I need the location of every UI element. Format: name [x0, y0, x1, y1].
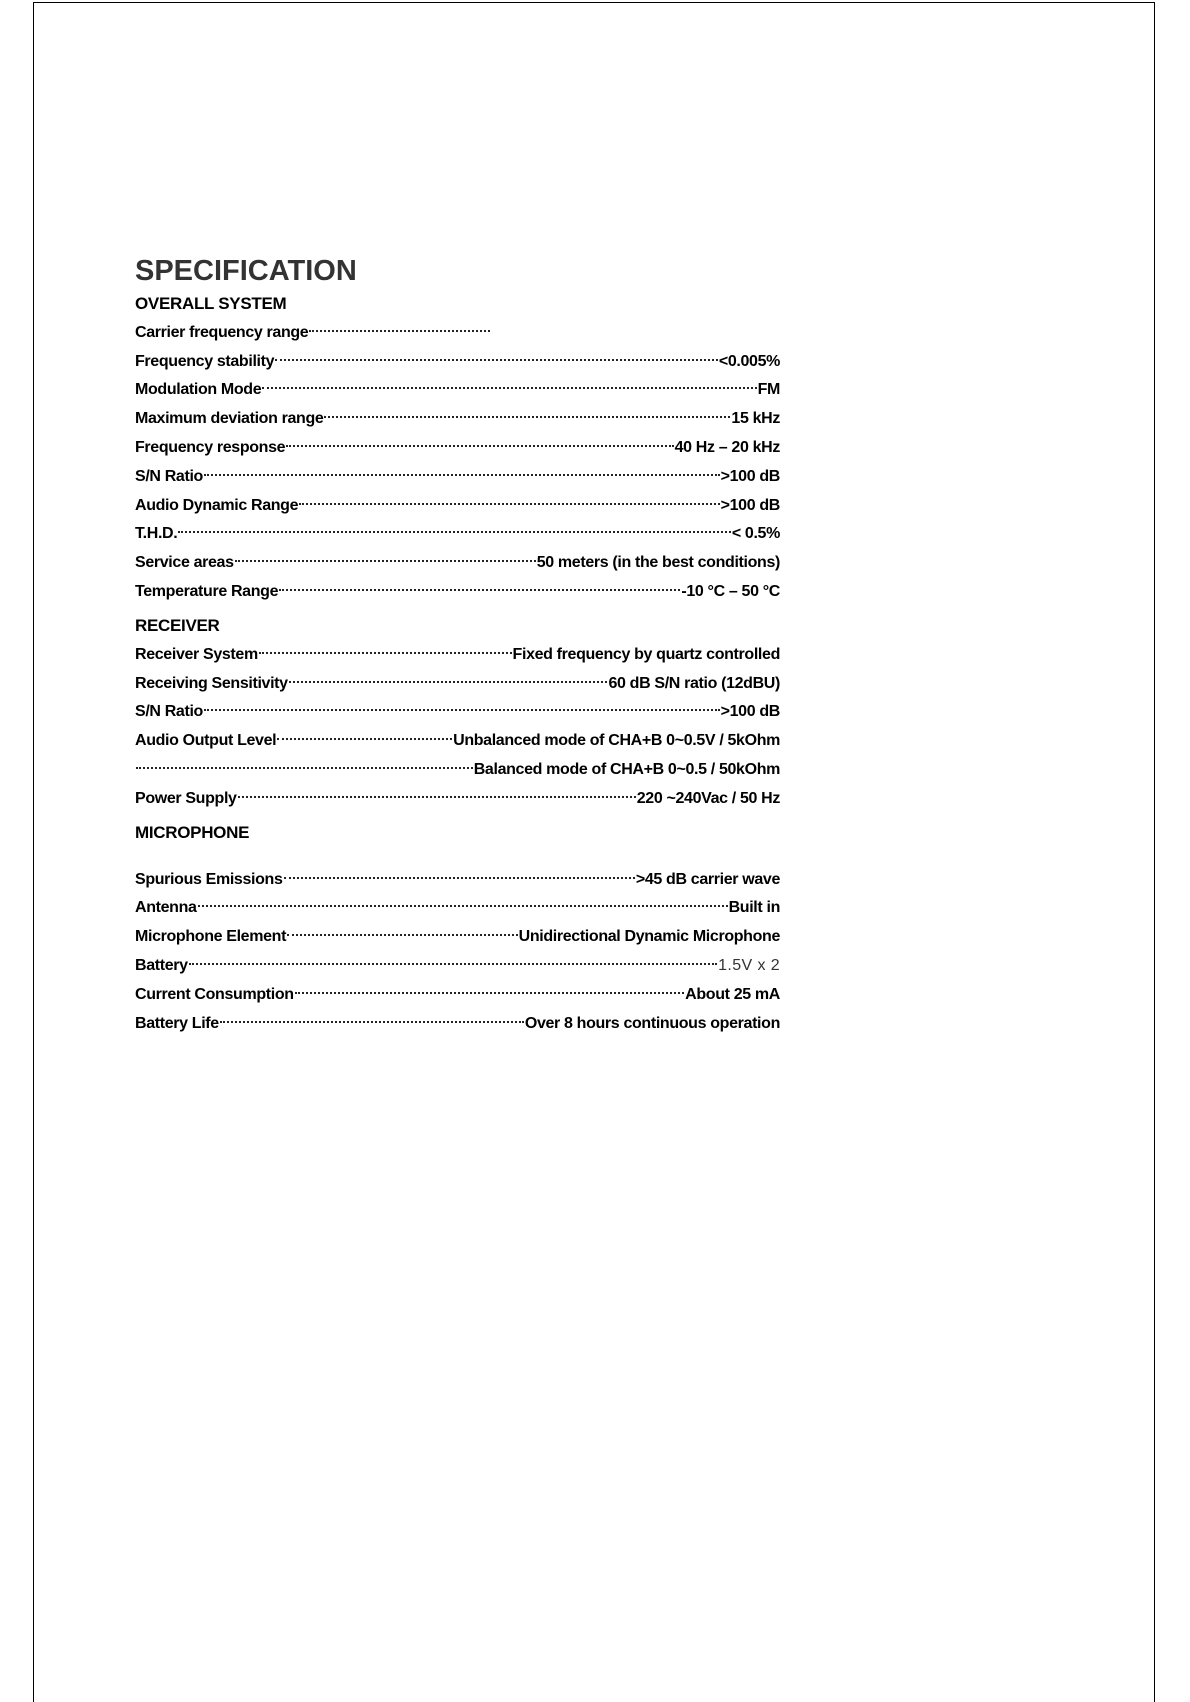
spec-label: Audio Output Level — [135, 732, 277, 750]
dot-leader — [258, 637, 513, 659]
spec-label: Battery — [135, 957, 188, 975]
dot-leader — [203, 459, 721, 481]
spec-row-carrier-frequency-range — [135, 315, 780, 344]
spec-row-audio-dynamic-range — [135, 488, 780, 517]
spec-value: Over 8 hours continuous operation — [524, 1014, 780, 1032]
spec-row-receiver-system — [135, 637, 780, 666]
spec-label: S/N Ratio — [135, 467, 203, 485]
spec-row-battery — [135, 948, 780, 977]
section-heading: MICROPHONE — [135, 822, 250, 842]
spec-value: 220 ~240Vac / 50 Hz — [636, 789, 780, 807]
spec-row-microphone-element — [135, 919, 780, 948]
spec-label: Antenna — [135, 899, 197, 917]
spec-label: Microphone Element — [135, 928, 287, 946]
section-overall-system — [135, 293, 780, 603]
spec-label: Power Supply — [135, 789, 237, 807]
spec-value: >100 dB — [720, 703, 780, 721]
dot-leader — [261, 373, 757, 395]
section-receiver — [135, 615, 780, 810]
spec-value: Balanced mode of CHA+B 0~0.5 / 50kOhm — [473, 761, 780, 779]
spec-value: < 0.5% — [731, 525, 780, 543]
dot-leader — [237, 781, 637, 803]
spec-row-modulation-mode — [135, 373, 780, 402]
spec-row-frequency-response — [135, 430, 780, 459]
spec-label: Maximum deviation range — [135, 410, 324, 428]
dot-leader — [276, 723, 453, 745]
dot-leader — [177, 517, 731, 539]
dot-leader — [308, 315, 491, 337]
spec-label: Current Consumption — [135, 985, 294, 1003]
spec-row-receiving-sensitivity — [135, 666, 780, 695]
spec-label: Frequency response — [135, 439, 286, 457]
dot-leader — [285, 430, 674, 452]
spec-value: FM — [757, 381, 780, 399]
spec-value: Built in — [728, 899, 780, 917]
spec-value: >45 dB carrier wave — [635, 870, 780, 888]
dot-leader — [294, 977, 686, 999]
spec-row-frequency-stability — [135, 344, 780, 373]
dot-leader — [219, 1006, 525, 1028]
dot-leader — [298, 488, 720, 510]
spec-value: <0.005% — [718, 352, 780, 370]
spec-label: Service areas — [135, 554, 234, 572]
spec-label: Battery Life — [135, 1014, 219, 1032]
dot-leader — [323, 401, 731, 423]
spec-label: T.H.D. — [135, 525, 178, 543]
spec-value: Fixed frequency by quartz controlled — [512, 645, 780, 663]
spec-label: S/N Ratio — [135, 703, 203, 721]
spec-value: 50 meters (in the best conditions) — [536, 554, 780, 572]
spec-row-maximum-deviation-range — [135, 401, 780, 430]
dot-leader — [197, 891, 729, 913]
spec-row-battery-life — [135, 1006, 780, 1035]
section-heading: OVERALL SYSTEM — [135, 294, 287, 313]
dot-leader — [288, 666, 609, 688]
spec-label: Receiver System — [135, 645, 258, 663]
dot-leader — [274, 344, 719, 366]
dot-leader — [135, 752, 474, 774]
spec-row-audio-output-level-balanced — [135, 752, 780, 781]
dot-leader — [188, 948, 718, 970]
spec-row-antenna — [135, 891, 780, 920]
dot-leader — [286, 919, 519, 941]
spec-row-receiver-sn-ratio — [135, 695, 780, 724]
spec-row-sn-ratio — [135, 459, 780, 488]
spec-label: Temperature Range — [135, 583, 279, 601]
spec-value: About 25 mA — [685, 985, 780, 1003]
spec-row-temperature-range — [135, 574, 780, 603]
spec-row-spurious-emissions — [135, 862, 780, 891]
spec-label: Frequency stability — [135, 352, 275, 370]
dot-leader — [234, 545, 537, 567]
dot-leader — [203, 695, 721, 717]
spec-row-service-areas — [135, 545, 780, 574]
spec-row-current-consumption — [135, 977, 780, 1006]
spec-label: Modulation Mode — [135, 381, 262, 399]
spec-label: Spurious Emissions — [135, 870, 283, 888]
page-title: SPECIFICATION — [135, 255, 357, 287]
spec-value: 15 kHz — [731, 410, 780, 428]
spec-value: Unbalanced mode of CHA+B 0~0.5V / 5kOhm — [453, 732, 780, 750]
dot-leader — [283, 862, 636, 884]
spec-label: Carrier frequency range — [135, 323, 309, 341]
spec-row-power-supply — [135, 781, 780, 810]
spec-value: -10 °C – 50 °C — [681, 583, 780, 601]
spec-value: >100 dB — [720, 467, 780, 485]
specification-content — [135, 254, 780, 1035]
spec-value: 1.5V x 2 — [718, 957, 780, 975]
spec-label: Receiving Sensitivity — [135, 674, 288, 692]
dot-leader — [278, 574, 681, 596]
section-heading: RECEIVER — [135, 615, 220, 635]
spec-value: >100 dB — [720, 496, 780, 514]
spec-label: Audio Dynamic Range — [135, 496, 299, 514]
spec-value: 40 Hz – 20 kHz — [674, 439, 780, 457]
section-microphone — [135, 822, 780, 1035]
spec-value: 60 dB S/N ratio (12dBU) — [608, 674, 780, 692]
spec-row-thd — [135, 517, 780, 546]
spec-value: Unidirectional Dynamic Microphone — [518, 928, 780, 946]
spec-row-audio-output-level — [135, 723, 780, 752]
